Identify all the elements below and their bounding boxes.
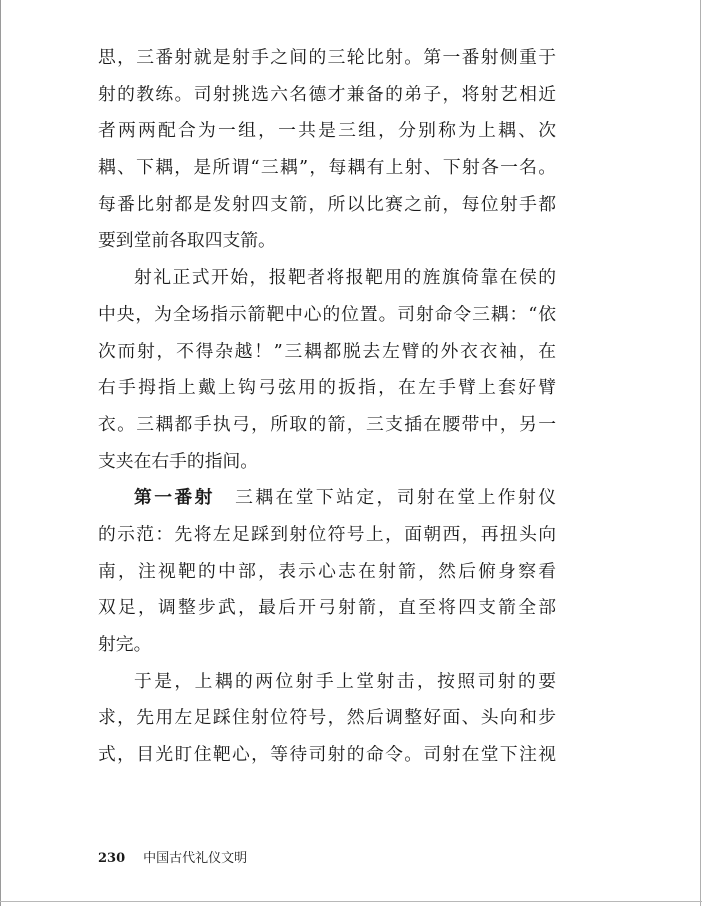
text-line: 射完。 — [98, 634, 152, 655]
text-line: 中央，为全场指示箭靶中心的位置。司射命令三耦：“依 — [98, 303, 556, 325]
text-line: 求，先用左足踩住射位符号，然后调整好面、头向和步 — [98, 707, 556, 729]
page-edge-left — [0, 0, 1, 906]
text-line: 双足，调整步武，最后开弓射箭，直至将四支箭全部 — [98, 597, 556, 619]
text-span: 三耦在堂下站定，司射在堂上作射仪 — [235, 487, 556, 509]
page-number: 230 — [98, 851, 126, 866]
text-line: 要到堂前各取四支箭。 — [98, 230, 276, 252]
paragraph — [98, 40, 556, 260]
text-line: 者两两配合为一组，一共是三组，分别称为上耦、次 — [98, 120, 556, 142]
running-title: 中国古代礼仪文明 — [143, 851, 248, 866]
text-line: 右手拇指上戴上钩弓弦用的扳指，在左手臂上套好臂 — [98, 377, 556, 399]
text-line: 射的教练。司射挑选六名德才兼备的弟子，将射艺相近 — [98, 83, 556, 105]
text-line: 支夹在右手的指间。 — [98, 450, 259, 472]
paragraph — [98, 260, 556, 480]
text-line: 于是，上耦的两位射手上堂射击，按照司射的要 — [134, 670, 556, 692]
text-line — [98, 480, 556, 517]
text-line: 耦、下耦，是所谓“三耦”，每耦有上射、下射各一名。 — [98, 157, 556, 179]
text-line: 次而射，不得杂越！”三耦都脱去左臂的外衣衣袖，在 — [98, 340, 556, 362]
text-line: 每番比射都是发射四支箭，所以比赛之前，每位射手都 — [98, 193, 556, 215]
page-edge-bottom — [0, 901, 702, 902]
text-line: 衣。三耦都手执弓，所取的箭，三支插在腰带中，另一 — [98, 413, 556, 435]
paragraph — [98, 664, 556, 774]
page-edge-right — [700, 0, 701, 906]
page-footer — [98, 850, 247, 868]
text-line: 南，注视靶的中部，表示心志在射箭，然后俯身察看 — [98, 560, 556, 582]
text-line: 射礼正式开始，报靶者将报靶用的旌旗倚靠在侯的 — [134, 267, 556, 289]
text-line: 的示范：先将左足踩到射位符号上，面朝西，再扭头向 — [98, 523, 556, 545]
text-line: 式，目光盯住靶心，等待司射的命令。司射在堂下注视 — [98, 744, 556, 766]
body-text — [98, 40, 556, 774]
text-line: 思，三番射就是射手之间的三轮比射。第一番射侧重于 — [98, 47, 556, 68]
paragraph — [98, 480, 556, 663]
section-heading: 第一番射 — [134, 487, 215, 509]
